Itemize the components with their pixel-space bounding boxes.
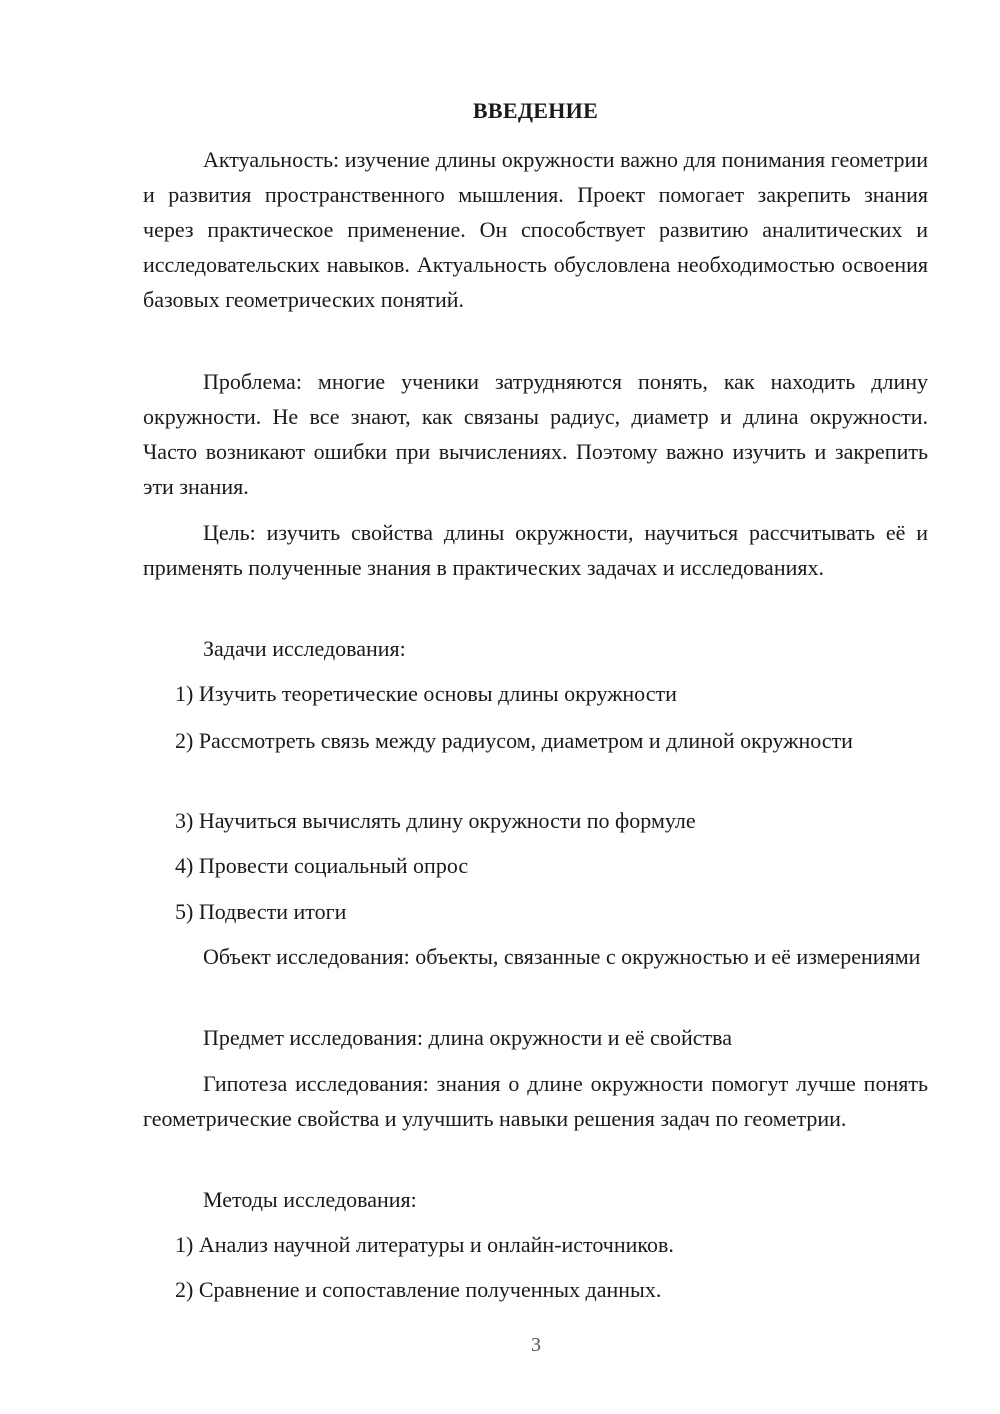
task-item-4: 4) Провести социальный опрос bbox=[175, 853, 469, 878]
paragraph-relevance: Актуальность: изучение длины окружности важно для понимания геометрии и развития пространственного мышления. Проект помогает закрепить знания через практическое применение. Он способствует развитию аналитических и исследовательских навыков. Актуальность обусловлена необходимостью освоения базовых геометрических понятий. bbox=[143, 147, 928, 312]
task-item-3: 3) Научиться вычислять длину окружности по формуле bbox=[175, 808, 696, 833]
paragraph-goal: Цель: изучить свойства длины окружности, научиться рассчитывать её и применять полученные знания в практических задачах и исследованиях. bbox=[143, 520, 928, 580]
method-item-2: 2) Сравнение и сопоставление полученных данных. bbox=[175, 1277, 662, 1302]
method-item-1: 1) Анализ научной литературы и онлайн-источников. bbox=[175, 1232, 674, 1257]
page-number: 3 bbox=[531, 1334, 541, 1356]
tasks-title: Задачи исследования: bbox=[203, 636, 406, 661]
paragraph-problem: Проблема: многие ученики затрудняются понять, как находить длину окружности. Не все знают, как связаны радиус, диаметр и длина окружности. Часто возникают ошибки при вычислениях. Поэтому важно изучить и закрепить эти знания. bbox=[143, 369, 928, 499]
paragraph-object: Объект исследования: объекты, связанные с окружностью и её измерениями bbox=[203, 944, 921, 969]
section-heading: ВВЕДЕНИЕ bbox=[472, 98, 599, 123]
task-item-1: 1) Изучить теоретические основы длины окружности bbox=[175, 681, 677, 706]
task-item-5: 5) Подвести итоги bbox=[175, 899, 347, 924]
task-item-2: 2) Рассмотреть связь между радиусом, диаметром и длиной окружности bbox=[175, 728, 853, 753]
paragraph-subject: Предмет исследования: длина окружности и её свойства bbox=[203, 1025, 733, 1050]
paragraph-hypothesis: Гипотеза исследования: знания о длине окружности помогут лучше понять геометрические свойства и улучшить навыки решения задач по геометрии. bbox=[143, 1071, 928, 1131]
methods-title: Методы исследования: bbox=[203, 1187, 417, 1212]
